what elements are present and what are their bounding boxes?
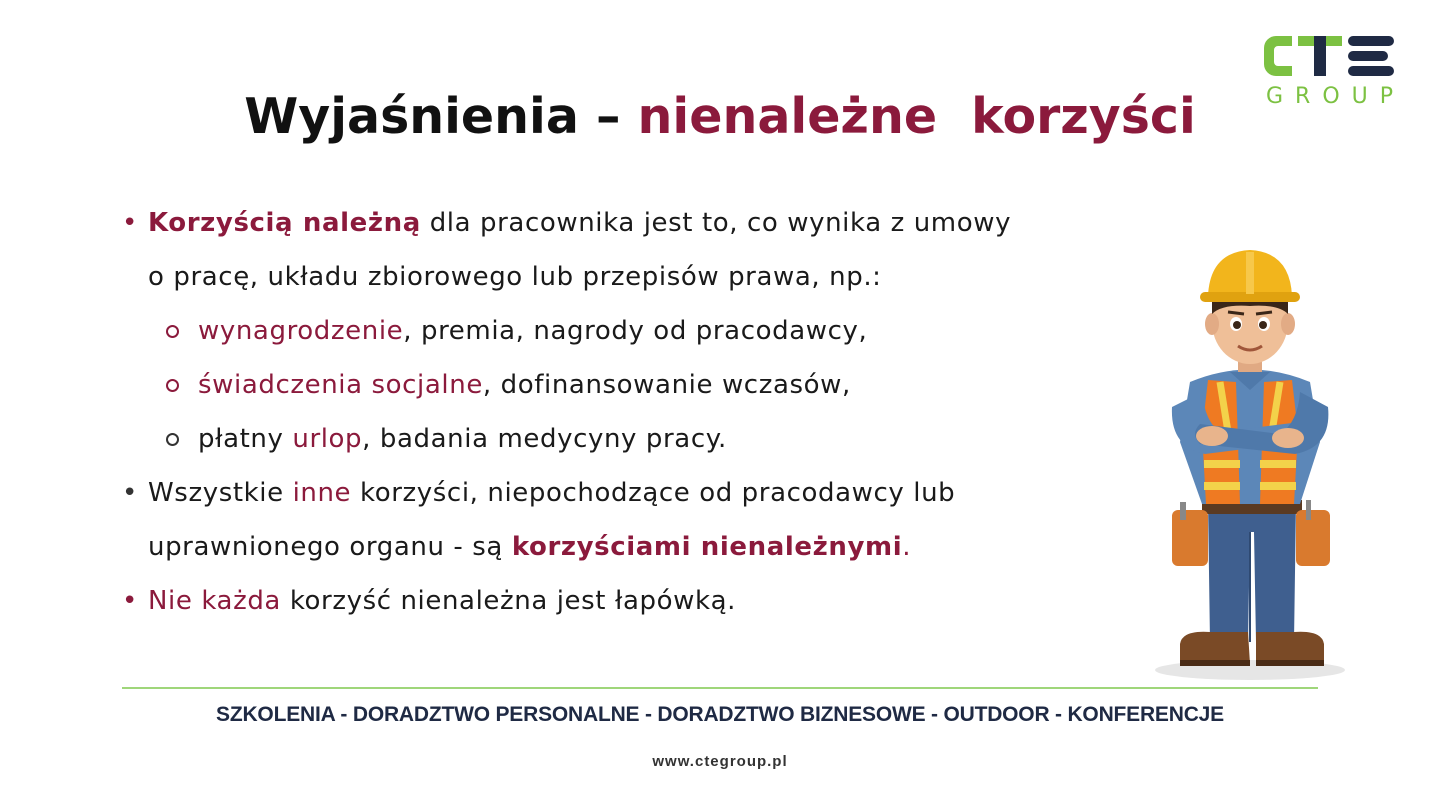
sub-1-text: , premia, nagrody od pracodawcy, [403, 316, 868, 346]
sub-bullet-3 [122, 412, 1094, 466]
slide-content [122, 196, 1094, 628]
sub-bullet-1 [122, 304, 1094, 358]
bullet-2 [122, 466, 1094, 574]
bullet-dot: • [122, 586, 138, 616]
bullet-1-strong: Korzyścią należną [148, 208, 421, 238]
sub-2-accent: świadczenia socjalne [198, 370, 483, 400]
footer-tagline: SZKOLENIA - DORADZTWO PERSONALNE - DORADZTWO BIZNESOWE - OUTDOOR - KONFERENCJE [216, 703, 1224, 726]
logo-word: GROUP [1266, 84, 1406, 109]
sub-bullet-2 [122, 358, 1094, 412]
bullet-2-end: . [902, 532, 912, 562]
bullet-dot: • [122, 208, 138, 238]
sub-bullet-ring [166, 433, 179, 446]
bullet-2-line2 [148, 520, 1094, 574]
bullet-2-accent: inne [292, 478, 352, 508]
sub-bullet-ring [166, 379, 179, 392]
bullet-2-mid: korzyści, niepochodzące od pracodawcy lub [351, 478, 956, 508]
bullet-1-line2: o pracę, układu zbiorowego lub przepisów prawa, np.: [148, 262, 882, 292]
bullet-1 [122, 196, 1094, 304]
bullet-2-pre: Wszystkie [148, 478, 293, 508]
bullet-3 [122, 574, 1094, 628]
title-part-2: nienależne korzyści [637, 88, 1196, 145]
bullet-3-accent: Nie każda [148, 586, 281, 616]
construction-worker-icon [1150, 232, 1350, 682]
footer-website[interactable]: www.ctegroup.pl [652, 753, 788, 770]
sub-bullet-ring [166, 325, 179, 338]
sub-3-text: , badania medycyny pracy. [362, 424, 727, 454]
bullet-1-text: dla pracownika jest to, co wynika z umowy [420, 208, 1012, 238]
sub-1-accent: wynagrodzenie [198, 316, 404, 346]
footer-divider [122, 687, 1318, 689]
sub-3-pre: płatny [198, 424, 293, 454]
bullet-3-text: korzyść nienależna jest łapówką. [280, 586, 737, 616]
cte-logo-mark [1262, 30, 1402, 82]
bullet-2-line2-pre: uprawnionego organu - są [148, 532, 512, 562]
bullet-2-strong: korzyściami nienależnymi [511, 532, 903, 562]
sub-3-accent: urlop [292, 424, 363, 454]
slide-title [0, 88, 1440, 145]
sub-2-text: , dofinansowanie wczasów, [482, 370, 851, 400]
bullet-2-line1 [148, 466, 1094, 520]
bullet-dot: • [122, 478, 138, 508]
title-part-1: Wyjaśnienia – [244, 88, 638, 145]
